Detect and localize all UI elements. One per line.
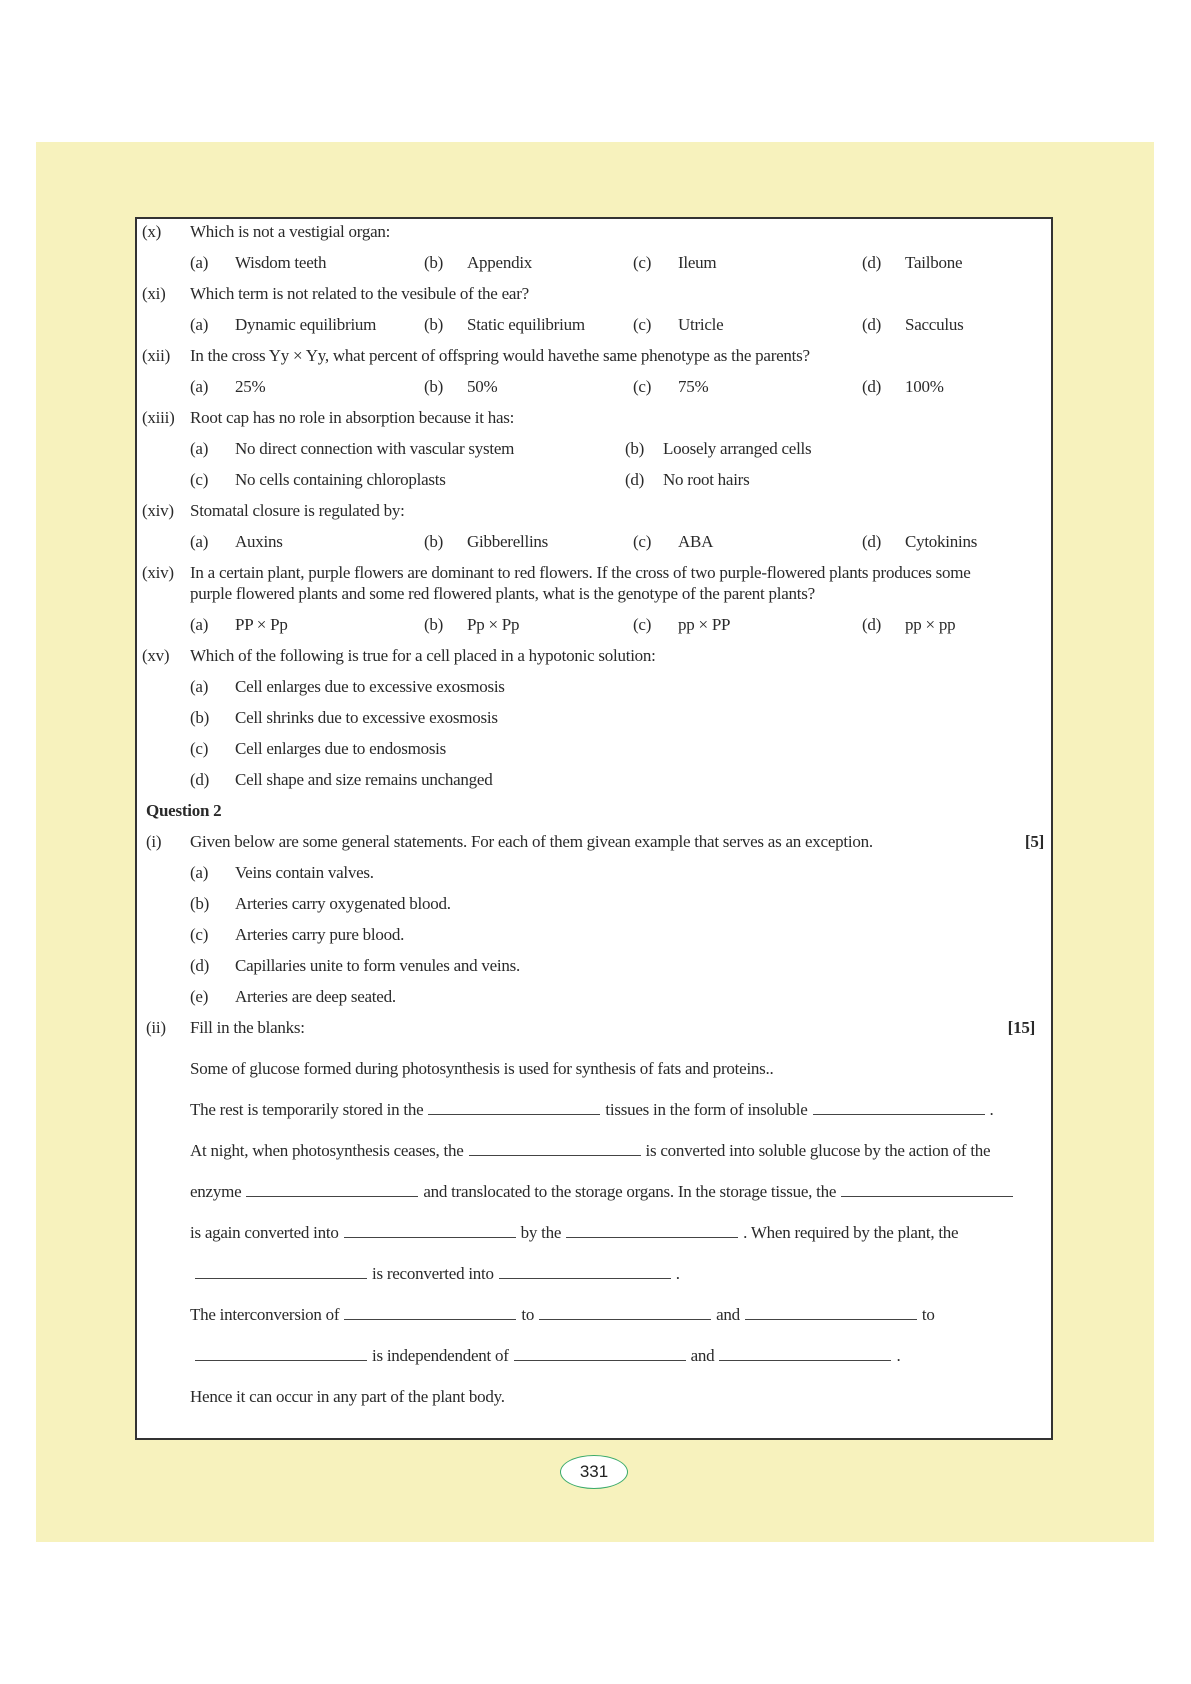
blank-field[interactable] bbox=[195, 1346, 367, 1361]
option-text: Cell shrinks due to excessive exosmosis bbox=[235, 708, 498, 727]
line-text: . When required by the plant, the bbox=[743, 1223, 959, 1242]
option-text: Tailbone bbox=[905, 253, 963, 272]
option-letter: (c) bbox=[633, 532, 652, 551]
fill-blank-line bbox=[190, 1100, 994, 1120]
option-letter: (b) bbox=[424, 532, 444, 551]
line-text: is converted into soluble glucose by the action of the bbox=[645, 1141, 991, 1160]
blank-field[interactable] bbox=[469, 1141, 641, 1156]
question-number: (xiii) bbox=[142, 408, 175, 427]
subquestion-number: (ii) bbox=[146, 1018, 166, 1037]
option-letter: (a) bbox=[190, 377, 209, 396]
option-letter: (b) bbox=[424, 377, 444, 396]
option-text: 75% bbox=[678, 377, 709, 396]
option-text: Sacculus bbox=[905, 315, 964, 334]
marks: [15] bbox=[1007, 1018, 1035, 1037]
line-text: At night, when photosynthesis ceases, the bbox=[190, 1141, 464, 1160]
line-text: is again converted into bbox=[190, 1223, 339, 1242]
question-number: (xi) bbox=[142, 284, 166, 303]
option-letter: (b) bbox=[625, 439, 645, 458]
blank-field[interactable] bbox=[344, 1223, 516, 1238]
question-text: Stomatal closure is regulated by: bbox=[190, 501, 405, 520]
blank-field[interactable] bbox=[719, 1346, 891, 1361]
option-letter: (c) bbox=[190, 470, 209, 489]
question-text: Which term is not related to the vesibule of the ear? bbox=[190, 284, 529, 303]
option-text: Dynamic equilibrium bbox=[235, 315, 377, 334]
fill-blank-line bbox=[190, 1141, 990, 1161]
line-text: enzyme bbox=[190, 1182, 242, 1201]
question-number: (x) bbox=[142, 222, 162, 241]
question-number: (xiv) bbox=[142, 563, 174, 582]
option-letter: (d) bbox=[862, 377, 882, 396]
line-text: by the bbox=[520, 1223, 562, 1242]
option-text: Pp × Pp bbox=[467, 615, 520, 634]
item-text: Capillaries unite to form venules and veins. bbox=[235, 956, 521, 975]
question-number: (xv) bbox=[142, 646, 170, 665]
page-number: 331 bbox=[560, 1455, 628, 1489]
item-text: Arteries are deep seated. bbox=[235, 987, 396, 1006]
option-text: Wisdom teeth bbox=[235, 253, 327, 272]
option-text: ABA bbox=[678, 532, 714, 551]
fill-blank-line bbox=[190, 1305, 935, 1325]
option-text: 25% bbox=[235, 377, 266, 396]
blank-field[interactable] bbox=[195, 1264, 367, 1279]
line-text: Hence it can occur in any part of the plant body. bbox=[190, 1387, 505, 1406]
option-text: pp × PP bbox=[678, 615, 731, 634]
option-text: Cell enlarges due to endosmosis bbox=[235, 739, 447, 758]
option-letter: (d) bbox=[862, 532, 882, 551]
option-letter: (a) bbox=[190, 315, 209, 334]
line-text: Some of glucose formed during photosynthesis is used for synthesis of fats and proteins.. bbox=[190, 1059, 774, 1078]
question-box bbox=[135, 217, 1053, 1440]
item-text: Arteries carry pure blood. bbox=[235, 925, 405, 944]
fill-blank-line bbox=[190, 1387, 505, 1407]
option-letter: (d) bbox=[190, 770, 210, 789]
blank-field[interactable] bbox=[428, 1100, 600, 1115]
line-text: The interconversion of bbox=[190, 1305, 340, 1324]
question-text-continued: purple flowered plants and some red flowered plants, what is the genotype of the parent plants? bbox=[190, 584, 815, 603]
fill-blank-line bbox=[190, 1223, 958, 1243]
line-text: and bbox=[690, 1346, 715, 1365]
question-text: In the cross Yy × Yy, what percent of offspring would havethe same phenotype as the parents? bbox=[190, 346, 810, 365]
blank-field[interactable] bbox=[745, 1305, 917, 1320]
line-text: . bbox=[989, 1100, 994, 1119]
option-text: Loosely arranged cells bbox=[663, 439, 812, 458]
line-text: to bbox=[521, 1305, 535, 1324]
option-letter: (c) bbox=[633, 377, 652, 396]
option-letter: (b) bbox=[424, 315, 444, 334]
line-text: . bbox=[896, 1346, 901, 1365]
blank-field[interactable] bbox=[344, 1305, 516, 1320]
item-letter: (d) bbox=[190, 956, 210, 975]
option-text: Cell shape and size remains unchanged bbox=[235, 770, 493, 789]
option-text: Auxins bbox=[235, 532, 283, 551]
line-text: The rest is temporarily stored in the bbox=[190, 1100, 424, 1119]
option-letter: (a) bbox=[190, 532, 209, 551]
option-text: pp × pp bbox=[905, 615, 956, 634]
line-text: is independendent of bbox=[372, 1346, 509, 1365]
option-letter: (c) bbox=[190, 739, 209, 758]
option-letter: (d) bbox=[862, 315, 882, 334]
fill-blank-line bbox=[190, 1346, 900, 1366]
line-text: to bbox=[921, 1305, 935, 1324]
subquestion-text: Given below are some general statements. For each of them givean example that serves as an exception. bbox=[190, 832, 873, 851]
option-text: Static equilibrium bbox=[467, 315, 585, 334]
option-letter: (d) bbox=[625, 470, 645, 489]
option-text: Utricle bbox=[678, 315, 724, 334]
option-text: 50% bbox=[467, 377, 498, 396]
question-text: Which of the following is true for a cell placed in a hypotonic solution: bbox=[190, 646, 656, 665]
option-text: Appendix bbox=[467, 253, 533, 272]
line-text: . bbox=[675, 1264, 680, 1283]
item-letter: (b) bbox=[190, 894, 210, 913]
option-letter: (c) bbox=[633, 615, 652, 634]
option-text: 100% bbox=[905, 377, 944, 396]
line-text: and bbox=[716, 1305, 740, 1324]
line-text: and translocated to the storage organs. In the storage tissue, the bbox=[423, 1182, 837, 1201]
option-letter: (a) bbox=[190, 439, 209, 458]
subquestion-text: Fill in the blanks: bbox=[190, 1018, 305, 1037]
option-letter: (d) bbox=[862, 253, 882, 272]
blank-field[interactable] bbox=[246, 1182, 418, 1197]
item-letter: (c) bbox=[190, 925, 209, 944]
subquestion-number: (i) bbox=[146, 832, 162, 851]
item-letter: (a) bbox=[190, 863, 209, 882]
item-letter: (e) bbox=[190, 987, 209, 1006]
marks: [5] bbox=[1024, 832, 1044, 851]
question-number: (xiv) bbox=[142, 501, 174, 520]
option-text: Cytokinins bbox=[905, 532, 978, 551]
line-text: tissues in the form of insoluble bbox=[605, 1100, 808, 1119]
question-number: (xii) bbox=[142, 346, 171, 365]
fill-blank-line bbox=[190, 1182, 1018, 1202]
option-text: No cells containing chloroplasts bbox=[235, 470, 446, 489]
fill-blank-line bbox=[190, 1264, 680, 1284]
question-2-heading: Question 2 bbox=[146, 801, 222, 820]
option-text: PP × Pp bbox=[235, 615, 288, 634]
question-text: Which is not a vestigial organ: bbox=[190, 222, 391, 241]
blank-field[interactable] bbox=[841, 1182, 1013, 1197]
blank-field[interactable] bbox=[539, 1305, 711, 1320]
option-letter: (a) bbox=[190, 677, 209, 696]
option-letter: (c) bbox=[633, 315, 652, 334]
blank-field[interactable] bbox=[566, 1223, 738, 1238]
option-letter: (a) bbox=[190, 253, 209, 272]
option-text: Ileum bbox=[678, 253, 717, 272]
option-letter: (b) bbox=[190, 708, 210, 727]
option-text: No direct connection with vascular system bbox=[235, 439, 515, 458]
line-text: is reconverted into bbox=[372, 1264, 494, 1283]
blank-field[interactable] bbox=[514, 1346, 686, 1361]
question-text: Root cap has no role in absorption because it has: bbox=[190, 408, 515, 427]
option-text: Cell enlarges due to excessive exosmosis bbox=[235, 677, 505, 696]
option-text: No root hairs bbox=[663, 470, 750, 489]
option-text: Gibberellins bbox=[467, 532, 549, 551]
option-letter: (c) bbox=[633, 253, 652, 272]
option-letter: (b) bbox=[424, 615, 444, 634]
fill-blank-line bbox=[190, 1059, 774, 1079]
item-text: Veins contain valves. bbox=[235, 863, 374, 882]
option-letter: (b) bbox=[424, 253, 444, 272]
blank-field[interactable] bbox=[813, 1100, 985, 1115]
item-text: Arteries carry oxygenated blood. bbox=[235, 894, 451, 913]
option-letter: (d) bbox=[862, 615, 882, 634]
option-letter: (a) bbox=[190, 615, 209, 634]
blank-field[interactable] bbox=[499, 1264, 671, 1279]
question-text: In a certain plant, purple flowers are dominant to red flowers. If the cross of two purple-flowered plants produces some bbox=[190, 563, 971, 582]
